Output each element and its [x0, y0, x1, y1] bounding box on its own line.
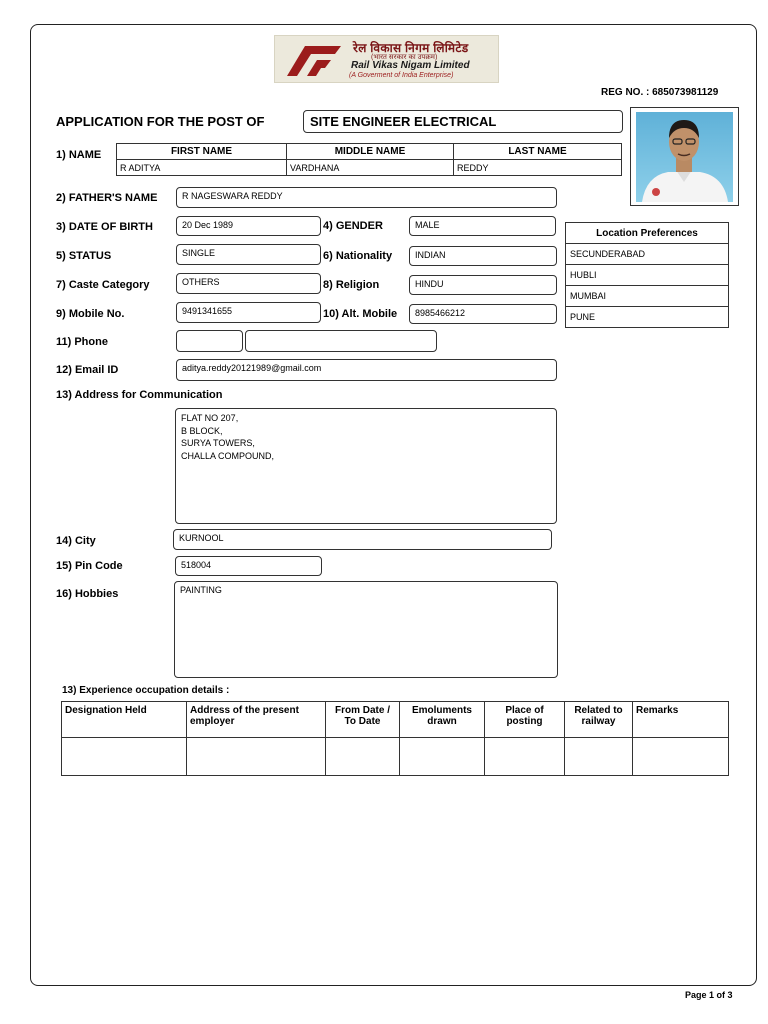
- phone-code-field[interactable]: [176, 330, 243, 352]
- applicant-photo: [630, 107, 739, 206]
- alt-mobile-label: 10) Alt. Mobile: [323, 308, 398, 320]
- exp-header-remarks: Remarks: [633, 702, 729, 738]
- rvnl-logo: [274, 35, 499, 83]
- gender-label: 4) GENDER: [323, 220, 383, 232]
- page-number: Page 1 of 3: [685, 990, 733, 1000]
- middle-name-header: MIDDLE NAME: [287, 144, 454, 160]
- location-item[interactable]: MUMBAI: [566, 286, 729, 307]
- fathers-name-field[interactable]: R NAGESWARA REDDY: [176, 187, 557, 208]
- first-name-header: FIRST NAME: [117, 144, 287, 160]
- location-item[interactable]: SECUNDERABAD: [566, 244, 729, 265]
- logo-hindi-tag: (भारत सरकार का उपक्रम): [371, 54, 438, 61]
- location-item[interactable]: PUNE: [566, 307, 729, 328]
- last-name-field[interactable]: REDDY: [454, 160, 622, 176]
- name-table: [116, 143, 622, 176]
- exp-cell[interactable]: [485, 738, 565, 776]
- status-field[interactable]: SINGLE: [176, 244, 321, 265]
- exp-header-emoluments: Emoluments drawn: [400, 702, 485, 738]
- location-preferences-table: [565, 222, 729, 328]
- status-label: 5) STATUS: [56, 250, 112, 262]
- mobile-field[interactable]: 9491341655: [176, 302, 321, 323]
- address-label: 13) Address for Communication: [56, 389, 223, 401]
- gender-field[interactable]: MALE: [409, 216, 556, 236]
- post-label: APPLICATION FOR THE POST OF: [56, 114, 265, 129]
- experience-label: 13) Experience occupation details :: [62, 685, 230, 696]
- rvnl-logo-mark-icon: [283, 42, 345, 78]
- dob-field[interactable]: 20 Dec 1989: [176, 216, 321, 236]
- address-field[interactable]: FLAT NO 207, B BLOCK, SURYA TOWERS, CHALLA COMPOUND,: [175, 408, 557, 524]
- logo-english-tag: (A Goverment of India Enterprise): [349, 72, 454, 79]
- logo-english-name: Rail Vikas Nigam Limited: [351, 60, 470, 71]
- logo-hindi-name: रेल विकास निगम लिमिटेड: [353, 41, 469, 55]
- religion-label: 8) Religion: [323, 279, 380, 291]
- exp-cell[interactable]: [187, 738, 326, 776]
- dob-label: 3) DATE OF BIRTH: [56, 221, 153, 233]
- exp-cell[interactable]: [633, 738, 729, 776]
- location-item[interactable]: HUBLI: [566, 265, 729, 286]
- middle-name-field[interactable]: VARDHANA: [287, 160, 454, 176]
- exp-cell[interactable]: [62, 738, 187, 776]
- location-preferences-title: Location Preferences: [566, 223, 729, 244]
- pin-field[interactable]: 518004: [175, 556, 322, 576]
- exp-cell[interactable]: [565, 738, 633, 776]
- first-name-field[interactable]: R ADITYA: [117, 160, 287, 176]
- last-name-header: LAST NAME: [454, 144, 622, 160]
- city-field[interactable]: KURNOOL: [173, 529, 552, 550]
- city-label: 14) City: [56, 535, 96, 547]
- post-field[interactable]: SITE ENGINEER ELECTRICAL: [303, 110, 623, 133]
- email-field[interactable]: aditya.reddy20121989@gmail.com: [176, 359, 557, 381]
- nationality-field[interactable]: INDIAN: [409, 246, 557, 266]
- caste-label: 7) Caste Category: [56, 279, 150, 291]
- phone-number-field[interactable]: [245, 330, 437, 352]
- nationality-label: 6) Nationality: [323, 250, 393, 262]
- fathers-name-label: 2) FATHER'S NAME: [56, 192, 158, 204]
- caste-field[interactable]: OTHERS: [176, 273, 321, 294]
- name-label: 1) NAME: [56, 149, 102, 161]
- exp-header-place: Place of posting: [485, 702, 565, 738]
- exp-cell[interactable]: [326, 738, 400, 776]
- exp-cell[interactable]: [400, 738, 485, 776]
- hobbies-field[interactable]: PAINTING: [174, 581, 558, 678]
- reg-no: REG NO. : 685073981129: [601, 87, 719, 98]
- phone-label: 11) Phone: [56, 336, 108, 348]
- experience-table: [61, 701, 729, 776]
- alt-mobile-field[interactable]: 8985466212: [409, 304, 557, 324]
- exp-header-address: Address of the present employer: [187, 702, 326, 738]
- pin-label: 15) Pin Code: [56, 560, 123, 572]
- mobile-label: 9) Mobile No.: [56, 308, 125, 320]
- email-label: 12) Email ID: [56, 364, 119, 376]
- religion-field[interactable]: HINDU: [409, 275, 557, 295]
- hobbies-label: 16) Hobbies: [56, 588, 119, 600]
- person-photo-icon: [636, 112, 733, 202]
- exp-header-related: Related to railway: [565, 702, 633, 738]
- exp-header-dates: From Date / To Date: [326, 702, 400, 738]
- exp-header-designation: Designation Held: [62, 702, 187, 738]
